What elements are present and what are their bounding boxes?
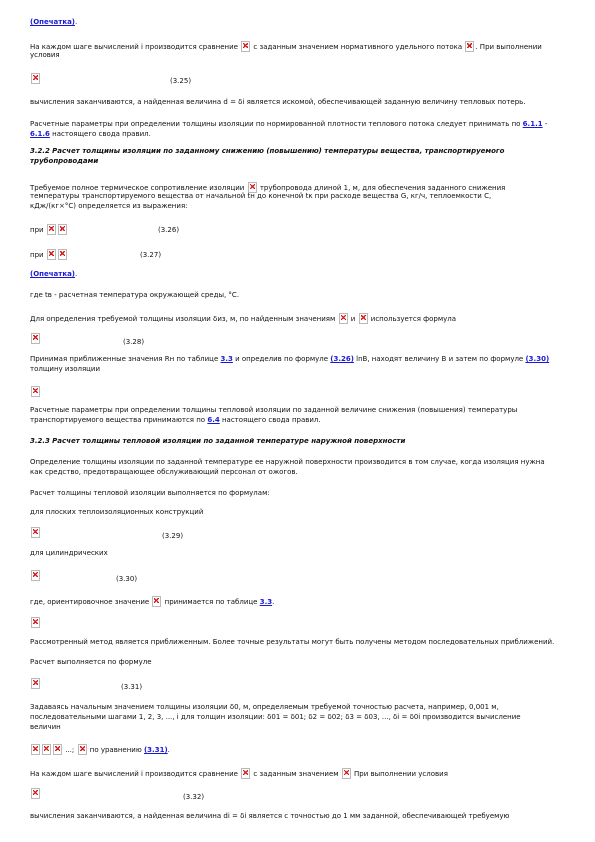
equation-number: (3.29) bbox=[162, 532, 184, 540]
broken-image-icon bbox=[58, 224, 67, 235]
broken-image-icon bbox=[339, 313, 348, 324]
text: ...; bbox=[65, 746, 75, 754]
heading-text: Расчет толщины тепловой изоляции по заданной температуре наружной поверхности bbox=[52, 437, 406, 445]
text: и bbox=[350, 315, 356, 323]
equation-3-27-row bbox=[30, 249, 68, 261]
link-6-1-6[interactable]: 6.1.6 bbox=[30, 130, 50, 138]
broken-image-icon bbox=[78, 744, 87, 755]
paragraph-cylindrical: для цилиндрических bbox=[30, 549, 108, 557]
link-6-4[interactable]: 6.4 bbox=[207, 416, 220, 424]
text: при bbox=[30, 226, 44, 234]
text: с заданным значением нормативного удельного потока bbox=[253, 43, 463, 51]
equation-number: (3.32) bbox=[183, 793, 205, 801]
broken-image-icon bbox=[152, 596, 161, 607]
paragraph-approx-2: толщину изоляции bbox=[30, 365, 101, 373]
paragraph-temp-params: Расчетные параметры при определении толщины тепловой изоляции по заданной величине снижения (повышения) температуры bbox=[30, 406, 518, 414]
broken-image-icon bbox=[31, 570, 40, 581]
amendment-link[interactable]: (Опечатка) bbox=[30, 18, 75, 26]
link-table-3-3[interactable]: 3.3 bbox=[259, 598, 273, 606]
equation-3-26-row bbox=[30, 224, 68, 236]
broken-image-icon bbox=[359, 313, 368, 324]
heading-3-2-3 bbox=[30, 437, 570, 447]
paragraph-formulas: Расчет толщины тепловой изоляции выполняется по формулам: bbox=[30, 489, 270, 497]
broken-image-icon bbox=[31, 527, 40, 538]
text: Принимая приближенные значения Rн по таблице bbox=[30, 355, 219, 363]
paragraph-approx-value: где, ориентировочное значение принимается по таблице 3.3. bbox=[30, 598, 275, 606]
amendment-link-2: (Опечатка). bbox=[30, 270, 78, 278]
broken-image-icon bbox=[31, 386, 40, 397]
text: При выполнении условия bbox=[354, 770, 448, 778]
equation-number: (3.26) bbox=[158, 226, 180, 234]
text: трубопровода длиной 1, м, для обеспечения заданного снижения bbox=[259, 184, 506, 192]
heading-3-2-2-cont: трубопроводами bbox=[30, 157, 99, 165]
equation-number: (3.25) bbox=[170, 77, 192, 85]
broken-image-icon bbox=[241, 768, 250, 779]
paragraph-method: Рассмотренный метод является приближенным. Более точные результаты могут быть получены методом последовательных приближений. bbox=[30, 638, 555, 646]
text: с заданным значением bbox=[253, 770, 339, 778]
amendment-link-1: (Опечатка). bbox=[30, 18, 78, 26]
paragraph-calc-formula: Расчет выполняется по формуле bbox=[30, 658, 152, 666]
text: где, ориентировочное значение bbox=[30, 598, 150, 606]
paragraph-flat: для плоских теплоизоляционных конструкций bbox=[30, 508, 204, 516]
text: используется формула bbox=[370, 315, 457, 323]
paragraph-resistance-3: кДж/(кг×°С) определяется из выражения: bbox=[30, 202, 188, 210]
paragraph-final: вычисления заканчиваются, а найденная величина di = δi является с точностью до 1 мм заданной, обеспечивающей требуемую bbox=[30, 812, 510, 820]
text: транспортируемого вещества принимаются по bbox=[30, 416, 206, 424]
paragraph-step-comparison-2 bbox=[30, 768, 570, 780]
heading-number: 3.2.3 bbox=[30, 437, 50, 445]
paragraph-condition: условия bbox=[30, 51, 60, 59]
paragraph-params-2 bbox=[30, 130, 570, 140]
link-formula-3-30[interactable]: (3.30) bbox=[525, 355, 550, 363]
paragraph-calc-end: вычисления заканчиваются, а найденная величина d = δi является искомой, обеспечивающей заданную величину тепловых потерь. bbox=[30, 98, 526, 106]
paragraph-thickness-formula bbox=[30, 313, 570, 325]
text: и определив по формуле bbox=[235, 355, 329, 363]
text: по уравнению bbox=[89, 746, 142, 754]
broken-image-icon bbox=[47, 249, 56, 260]
text: принимается по таблице bbox=[164, 598, 258, 606]
broken-image-icon bbox=[58, 249, 67, 260]
paragraph-initial: Задаваясь начальным значением толщины изоляции δ0, м, определяемым требуемой точностью расчета, например, 0,001 м, bbox=[30, 703, 499, 711]
link-6-1-1[interactable]: 6.1.1 bbox=[522, 120, 543, 128]
link-table-3-3[interactable]: 3.3 bbox=[220, 355, 233, 363]
paragraph-initial-3: величин bbox=[30, 723, 61, 731]
link-formula-3-26[interactable]: (3.26) bbox=[330, 355, 354, 363]
paragraph-resistance-2: температуры транспортируемого вещества от начальной tн до конечной tк при расходе вещества G, кг/ч, теплоемкости C, bbox=[30, 192, 492, 200]
equation-number: (3.30) bbox=[116, 575, 138, 583]
text: Для определения требуемой толщины изоляции δиз, м, по найденным значениям bbox=[30, 315, 336, 323]
paragraph-surface-temp-2: как средство, предотвращающее обслуживающий персонал от ожогов. bbox=[30, 468, 298, 476]
broken-image-icon bbox=[31, 617, 40, 628]
broken-image-icon bbox=[31, 788, 40, 799]
paragraph-ambient: где tв - расчетная температура окружающей среды, °С. bbox=[30, 291, 240, 299]
broken-image-icon bbox=[42, 744, 51, 755]
broken-image-icon bbox=[53, 744, 62, 755]
amendment-link[interactable]: (Опечатка) bbox=[30, 270, 75, 278]
broken-image-icon bbox=[31, 333, 40, 344]
paragraph-temp-params-2 bbox=[30, 416, 570, 426]
text: - bbox=[544, 120, 548, 128]
text: настоящего свода правил. bbox=[52, 130, 151, 138]
text: lnB, находят величину B и затем по формуле bbox=[356, 355, 524, 363]
text: настоящего свода правил. bbox=[221, 416, 321, 424]
broken-image-icon bbox=[342, 768, 351, 779]
broken-image-icon bbox=[31, 744, 40, 755]
broken-image-icon bbox=[31, 73, 40, 84]
text: . При выполнении bbox=[475, 43, 542, 51]
equation-number: (3.28) bbox=[123, 338, 145, 346]
text: при bbox=[30, 251, 44, 259]
text: Требуемое полное термическое сопротивление изоляции bbox=[30, 184, 245, 192]
text: На каждом шаге вычислений i производится сравнение bbox=[30, 770, 238, 778]
text: На каждом шаге вычислений i производится сравнение bbox=[30, 43, 238, 51]
broken-image-icon bbox=[31, 678, 40, 689]
equation-number: (3.27) bbox=[140, 251, 162, 259]
paragraph-surface-temp: Определение толщины изоляции по заданной температуре ее наружной поверхности производится в том случае, когда изоляция нужна bbox=[30, 458, 545, 466]
broken-image-icon bbox=[47, 224, 56, 235]
text: Расчетные параметры при определении толщины изоляции по нормированной плотности теплового потока следует принимать по bbox=[30, 120, 521, 128]
paragraph-approx bbox=[30, 355, 570, 365]
paragraph-params bbox=[30, 120, 570, 130]
paragraph-values-row: ...; по уравнению (3.31). bbox=[30, 744, 570, 756]
heading-text: Расчет толщины изоляции по заданному снижению (повышению) температуры вещества, транспортируемого bbox=[52, 147, 505, 155]
link-formula-3-31[interactable]: (3.31) bbox=[143, 746, 168, 754]
heading-3-2-2 bbox=[30, 147, 570, 157]
equation-number: (3.31) bbox=[121, 683, 143, 691]
paragraph-initial-2: последовательными шагами 1, 2, 3, ..., i для толщин изоляции: δ01 = δ01; δ2 = δ02; δ3 = δ03, ..., δi = δ0i производится вычисление bbox=[30, 713, 521, 721]
heading-number: 3.2.2 bbox=[30, 147, 50, 155]
